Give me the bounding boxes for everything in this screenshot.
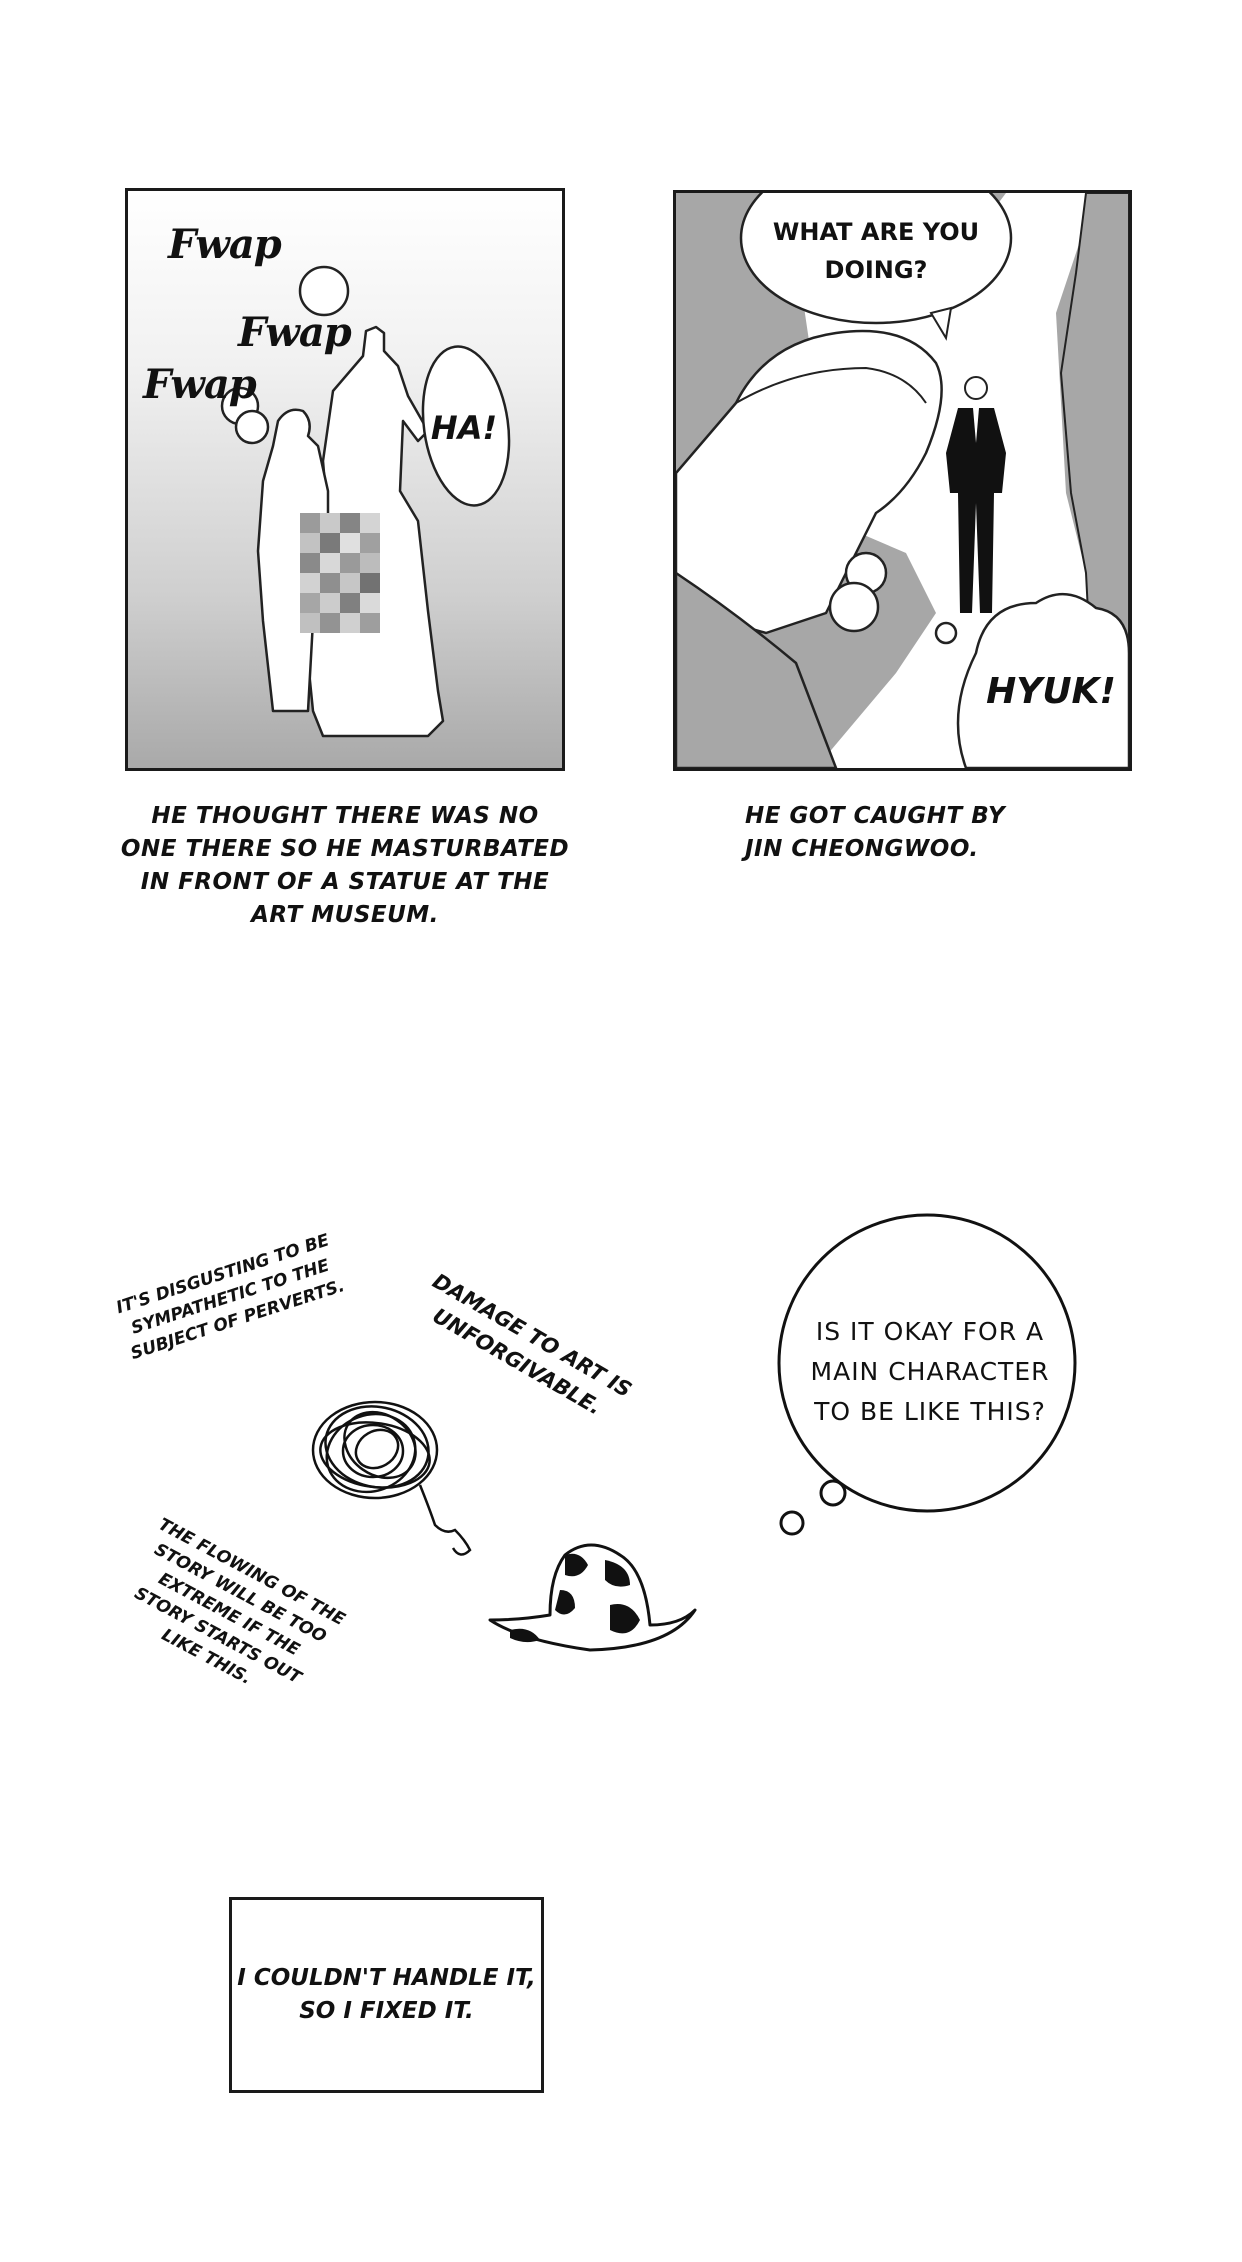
final-caption-text: I COULDN'T HANDLE IT, SO I FIXED IT. — [237, 1965, 536, 2024]
caption-panel1: HE THOUGHT THERE WAS NO ONE THERE SO HE MASTURBATED IN FRONT OF A STATUE AT THE ART MUSEUM. — [120, 803, 570, 928]
censor-mosaic — [300, 513, 380, 633]
comment-flowing: THE FLOWING OF THE STORY WILL BE TOO EXTREME IF THE STORY STARTS OUT LIKE THIS. — [131, 1514, 349, 1690]
sfx-fwap-2: Fwap — [238, 309, 351, 356]
scribble-icon — [285, 1385, 485, 1565]
sfx-fwap-3: Fwap — [143, 361, 256, 408]
cow-hat-icon — [480, 1530, 710, 1670]
thought-text: IS IT OKAY FOR A MAIN CHARACTER TO BE LIKE THIS? — [810, 1317, 1050, 1426]
comment-damage: DAMAGE TO ART IS UNFORGIVABLE. — [428, 1268, 636, 1420]
statue-illustration — [128, 191, 562, 768]
sfx-fwap-1: Fwap — [168, 221, 281, 268]
final-caption-box — [229, 1897, 544, 2093]
panel-caught — [673, 190, 1132, 771]
sfx-hyuk: HYUK! — [986, 671, 1116, 712]
panel-statue — [125, 188, 565, 771]
caption-panel2: HE GOT CAUGHT BY JIN CHEONGWOO. — [745, 803, 1006, 862]
comment-disgusting: IT'S DISGUSTING TO BE SYMPATHETIC TO THE SUBJECT OF PERVERTS. — [113, 1230, 348, 1365]
speech-what-are-you-doing: WHAT ARE YOU DOING? — [772, 218, 980, 284]
speech-ha: HA! — [430, 409, 498, 447]
